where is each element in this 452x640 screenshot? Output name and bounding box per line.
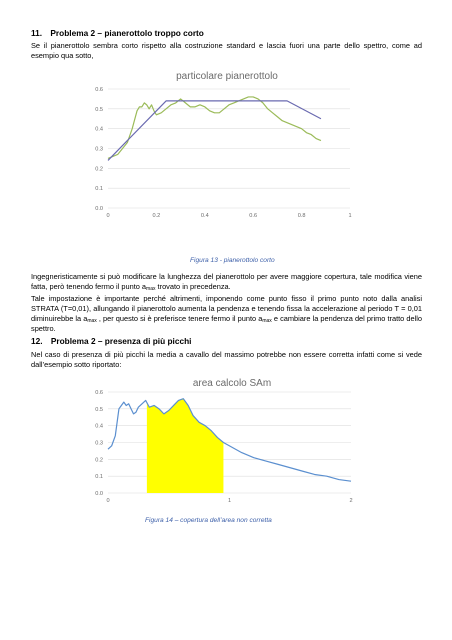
y-tick-label: 0.3	[95, 146, 103, 153]
chart-2-series	[108, 399, 351, 481]
chart-1-x-ticks	[106, 213, 351, 219]
y-tick-label: 0.3	[95, 440, 103, 447]
chart-1-grid	[108, 89, 350, 208]
series-line-2	[108, 101, 321, 160]
chart-1-title: particolare pianerottolo	[176, 71, 278, 82]
x-tick-label: 0	[106, 213, 110, 219]
chart-area-sam	[0, 372, 452, 522]
y-tick-label: 0.4	[95, 126, 103, 133]
y-tick-label: 0.2	[95, 166, 103, 173]
x-tick-label: 0.8	[297, 213, 306, 219]
y-tick-label: 0.6	[95, 390, 103, 396]
x-tick-label: 2	[349, 498, 353, 504]
section-12-paragraph: Nel caso di presenza di più picchi la media a cavallo del massimo potrebbe non essere corretta infatti come si vede dall’esempio sotto riportato:	[31, 350, 422, 369]
chart-2-grid	[108, 392, 351, 493]
y-tick-label: 0.6	[95, 87, 103, 93]
x-tick-label: 0.6	[249, 213, 258, 219]
section-11-heading: 11. Problema 2 – pianerottolo troppo corto	[31, 28, 204, 38]
y-tick-label: 0.1	[95, 186, 103, 193]
x-tick-label: 0	[106, 498, 110, 504]
y-tick-label: 0.4	[95, 423, 103, 430]
chart-2-x-ticks	[106, 498, 352, 504]
chart-1-y-ticks	[95, 87, 103, 212]
x-tick-label: 0.4	[200, 213, 209, 219]
series-line-1	[108, 399, 351, 481]
chart-2-shaded-area	[147, 399, 224, 493]
y-tick-label: 0.2	[95, 457, 103, 464]
y-tick-label: 0.0	[95, 206, 103, 212]
figure-13-caption: Figura 13 - pianerottolo corto	[190, 257, 275, 264]
chart-2-title: area calcolo SAm	[192, 378, 272, 389]
body-paragraph-1: Ingegneristicamente si può modificare la lunghezza del pianerottolo per avere maggiore copertura, tale modifica viene fatta, però tenendo fermo il punto $a_{max}$ trovato in precedenza.	[31, 272, 422, 292]
y-tick-label: 0.1	[95, 474, 103, 481]
y-tick-label: 0.0	[95, 491, 103, 497]
x-tick-label: 1	[348, 213, 352, 219]
y-tick-label: 0.5	[95, 106, 103, 113]
section-12-heading: 12. Problema 2 – presenza di più picchi	[31, 336, 192, 346]
figure-14-caption: Figura 14 – copertura dell’area non corretta	[145, 517, 272, 524]
shaded-area	[147, 399, 224, 493]
section-11-paragraph: Se il pianerottolo sembra corto rispetto alla costruzione standard e lascia fuori una parte dello spettro, come ad esempio qua sotto,	[31, 41, 422, 60]
body-paragraph-2: Tale impostazione è importante perché altrimenti, imponendo come punto fisso il primo punto noto dalla analisi STRATA (T=0,01), allungando il pianerottolo aumenta la pendenza e tenendo fissa la accelerazione al periodo T = 0,01 diminuirebbe la $a_{max}$ , per questo si è preferisce tenere fermo il punto $a_{max}$ e cambiare la pendenza del primo tratto dello spettro.	[31, 294, 422, 333]
chart-pianerottolo	[0, 64, 452, 264]
x-tick-label: 1	[227, 498, 232, 504]
chart-2-y-ticks	[95, 390, 103, 497]
y-tick-label: 0.5	[95, 406, 103, 413]
x-tick-label: 0.2	[152, 213, 161, 219]
